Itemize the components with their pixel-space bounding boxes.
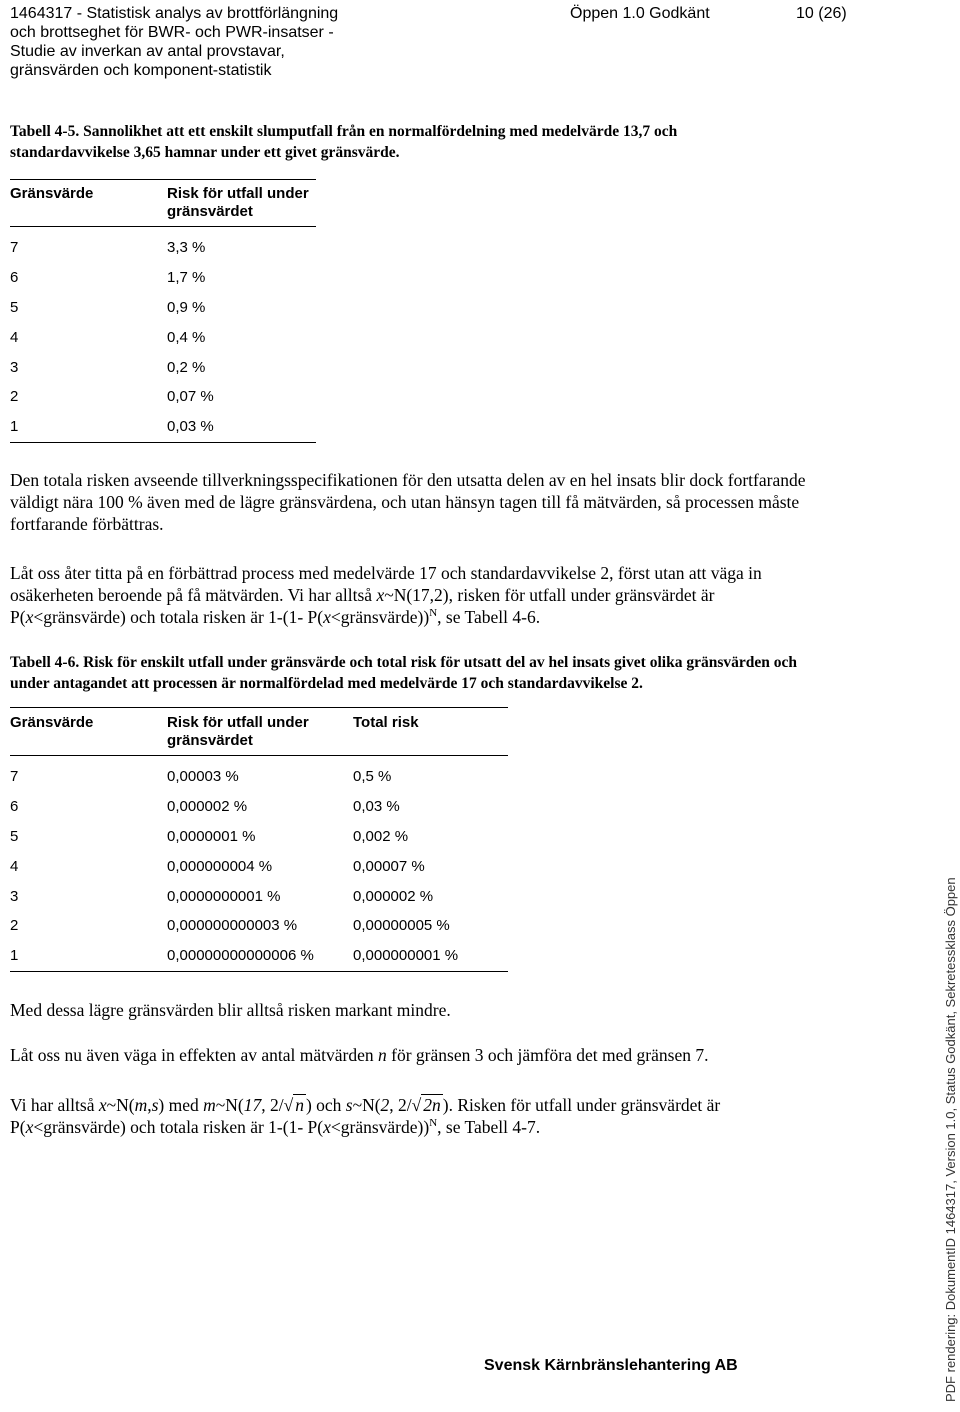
table-row <box>10 322 316 352</box>
title-line: 1464317 - Statistisk analys av brottförlängning <box>10 5 339 22</box>
cell: 3 <box>10 887 19 905</box>
paragraph: Låt oss åter titta på en förbättrad process med medelvärde 17 och standardavvikelse 2, först utan att väga in osäkerheten beroende på få mätvärden. Vi har alltså x~N(17,2), risken för utfall under gränsvärdet är P(x<gränsvärde) och totala risken är 1-(1- P(x<gränsvärde))$^N$, se Tabell 4-6. <box>10 563 762 627</box>
title-line: och brottseghet för BWR- och PWR-insatser - <box>10 24 334 41</box>
cell: 3 <box>10 358 19 376</box>
cell: 4 <box>10 328 19 346</box>
document-status: Öppen 1.0 Godkänt <box>570 5 710 22</box>
table-caption <box>10 121 770 163</box>
cell: 0,00000000000006 % <box>167 947 314 965</box>
table-row <box>10 412 316 442</box>
table-row <box>10 762 508 792</box>
cell: 0,0000001 % <box>167 827 256 845</box>
table-row <box>10 263 316 293</box>
column-header: Total risk <box>353 714 419 731</box>
cell: 1,7 % <box>167 269 206 287</box>
cell: 0,4 % <box>167 328 206 346</box>
paragraph: Den totala risken avseende tillverkningsspecifikationen för den utsatta delen av en hel insats blir dock fortfarande väldigt nära 100 % även med de lägre gränsvärdena, och utan hänsyn tagen till få mätvärden, så processen måste fortfarande förbättras. <box>10 470 806 534</box>
cell: 0,0000000001 % <box>167 887 281 905</box>
cell: 0,000000001 % <box>353 947 459 965</box>
cell: 5 <box>10 827 19 845</box>
paragraph: Låt oss nu även väga in effekten av antal mätvärden n för gränsen 3 och jämföra det med gränsen 7. <box>10 1045 709 1065</box>
cell: 2 <box>10 388 19 406</box>
cell: 1 <box>10 947 19 965</box>
cell: 3,3 % <box>167 239 206 257</box>
table-row <box>10 352 316 382</box>
cell: 0,00000005 % <box>353 917 450 935</box>
cell: 4 <box>10 857 19 875</box>
page-footer: Svensk Kärnbränslehantering AB <box>484 1357 738 1374</box>
caption-text: Risk för enskilt utfall under gränsvärde och total risk för utsatt del av hel insats givet olika gränsvärden och under antagandet att processen är normalfördelad med medelvärde 17 och standardavvikelse 2. <box>10 654 797 692</box>
table-4-6 <box>10 707 508 972</box>
cell: 0,00003 % <box>167 768 239 786</box>
title-line: Studie av inverkan av antal provstavar, <box>10 43 285 60</box>
cell: 0,03 % <box>167 418 214 436</box>
cell: 0,5 % <box>353 768 392 786</box>
caption-number: Tabell 4-6. <box>10 654 80 671</box>
cell: 0,9 % <box>167 298 206 316</box>
cell: 0,2 % <box>167 358 206 376</box>
caption-number: Tabell 4-5. <box>10 123 80 140</box>
table-4-5 <box>10 179 316 443</box>
table-row <box>10 881 508 911</box>
cell: 7 <box>10 768 19 786</box>
table-row <box>10 911 508 941</box>
table-row <box>10 941 508 971</box>
table-row <box>10 851 508 881</box>
cell: 0,000002 % <box>353 887 434 905</box>
cell: 5 <box>10 298 19 316</box>
column-header: Risk för utfall under gränsvärdet <box>167 185 309 220</box>
column-header: Gränsvärde <box>10 714 94 731</box>
cell: 6 <box>10 798 19 816</box>
caption-text: Sannolikhet att ett enskilt slumputfall från en normalfördelning med medelvärde 13,7 och standardavvikelse 3,65 hamnar under ett givet gränsvärde. <box>10 123 678 161</box>
cell: 0,000000004 % <box>167 857 273 875</box>
side-note: PDF rendering: DokumentID 1464317, Version 1.0, Status Godkänt, Sekretessklass Öppen <box>943 877 958 1402</box>
table-row <box>10 792 508 822</box>
table-row <box>10 382 316 412</box>
cell: 0,07 % <box>167 388 214 406</box>
cell: 7 <box>10 239 19 257</box>
cell: 0,000002 % <box>167 798 248 816</box>
table-caption <box>10 652 830 694</box>
column-header: Gränsvärde <box>10 185 94 202</box>
document-title <box>10 4 430 80</box>
table-row <box>10 293 316 323</box>
cell: 0,002 % <box>353 827 409 845</box>
title-line: gränsvärden och komponent-statistik <box>10 62 272 79</box>
table-row <box>10 822 508 852</box>
paragraph: Med dessa lägre gränsvärden blir alltså risken markant mindre. <box>10 1000 451 1020</box>
cell: 0,00007 % <box>353 857 425 875</box>
cell: 0,03 % <box>353 798 400 816</box>
cell: 2 <box>10 917 19 935</box>
cell: 1 <box>10 418 19 436</box>
cell: 0,000000000003 % <box>167 917 298 935</box>
page-number: 10 (26) <box>796 5 847 22</box>
column-header: Risk för utfall under gränsvärdet <box>167 714 309 749</box>
cell: 6 <box>10 269 19 287</box>
square-root: √ 2n <box>411 1095 441 1115</box>
paragraph: Vi har alltså x~N(m,s) med m~N(17, 2/√ n ) och s~N(2, 2/√ 2n ). Risken för utfall under gränsvärdet är P(x<gränsvärde) och totala risken är 1-(1- P(x<gränsvärde))$^N$, se Tabell 4-7. <box>10 1095 721 1137</box>
table-row <box>10 233 316 263</box>
square-root: √ n <box>283 1095 304 1115</box>
